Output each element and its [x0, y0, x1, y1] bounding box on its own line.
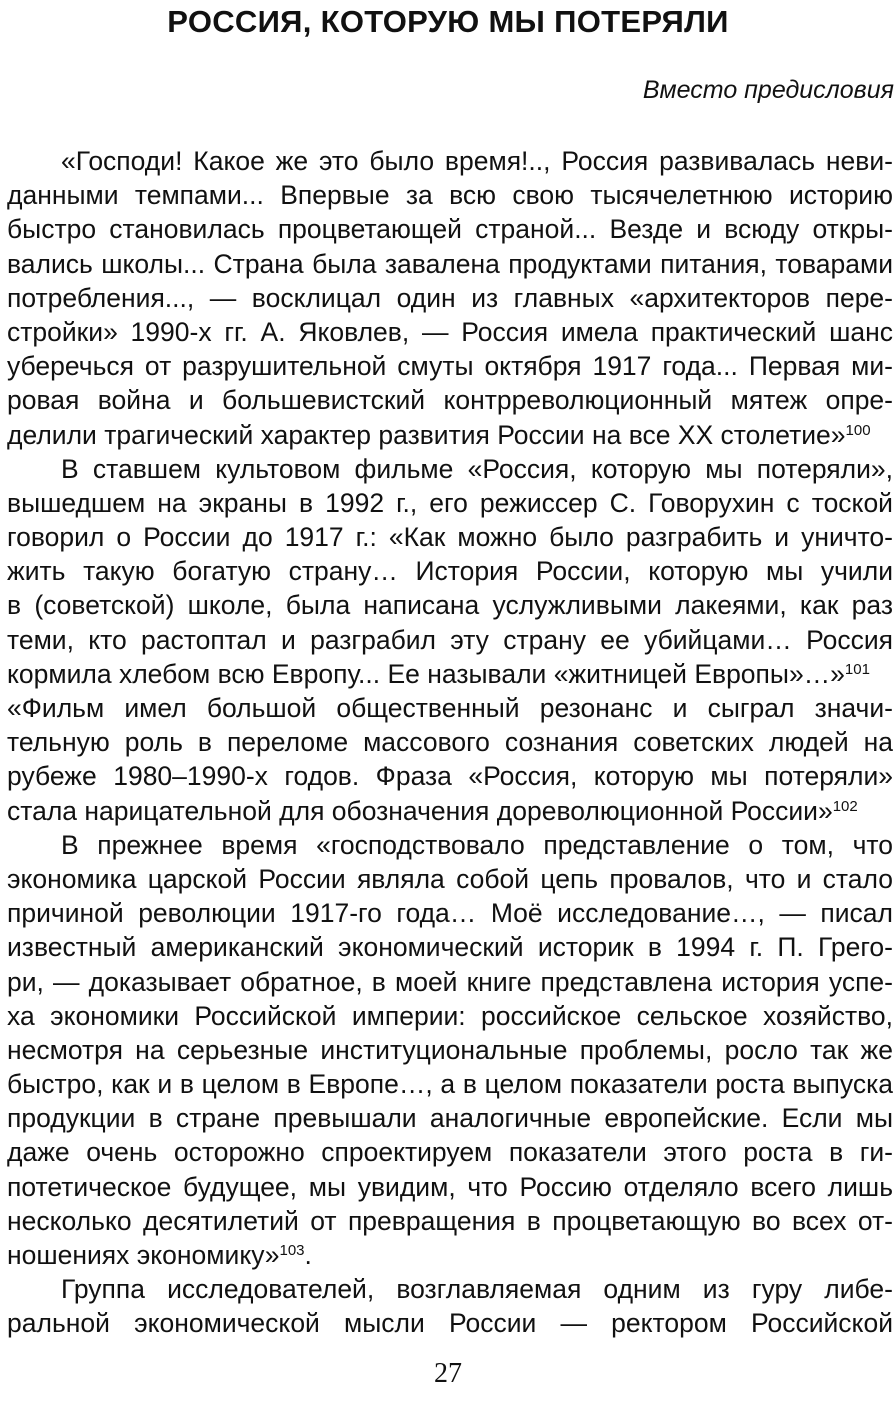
text-line: В ставшем культовом фильме «Россия, которую мы потеряли», — [61, 453, 893, 484]
text-line: потребления..., — восклицал один из главных «архитекторов пере- — [7, 282, 893, 313]
text-line: ношениях экономику»$^{103}$. — [7, 1240, 312, 1270]
footnote-ref: 103 — [279, 1242, 305, 1259]
text-line: уберечься от разрушительной смуты октября 1917 года... Первая ми- — [7, 351, 893, 382]
chapter-title: РОССИЯ, КОТОРУЮ МЫ ПОТЕРЯЛИ — [167, 4, 729, 39]
text-line: ровая война и большевистский контрреволюционный мятеж опре- — [7, 385, 893, 416]
text-line: кормила хлебом всю Европу... Ее называли «житницей Европы»…»$^{101}$ — [7, 658, 870, 689]
text-line: делили трагический характер развития России на все XX столетие»$^{100}$ — [7, 419, 871, 450]
text-line: рубеже 1980–1990-х годов. Фраза «Россия, которую мы потеряли» — [7, 761, 893, 792]
text-line: теми, кто растоптал и разграбил эту страну ее убийцами… Россия — [7, 624, 893, 655]
text-line: быстро, как и в целом в Европе…, а в целом показатели роста выпуска — [7, 1069, 893, 1100]
body-text — [7, 144, 893, 1341]
text-line: ральной экономической мысли России — ректором Российской — [7, 1308, 893, 1339]
text-line: вышедшем на экраны в 1992 г., его режиссер С. Говорухин с тоской — [7, 487, 893, 518]
footnote-ref: 101 — [844, 660, 870, 678]
text-line: тельную роль в переломе массового сознания советских людей на — [7, 727, 893, 758]
footnote-ref: 100 — [845, 421, 871, 439]
text-line: «Господи! Какое же это было время!.., Россия развивалась неви- — [61, 146, 893, 176]
text-line: продукции в стране превышали аналогичные европейские. Если мы — [7, 1103, 893, 1134]
text-line: даже очень осторожно спроектируем показатели этого роста в ги- — [7, 1137, 893, 1168]
text-line: в (советской) школе, была написана услужливыми лакеями, как раз — [7, 590, 893, 621]
text-line: жить такую богатую страну… История России, которую мы учили — [7, 556, 893, 587]
text-line: быстро становилась процветающей страной... Везде и всюду откры- — [7, 214, 893, 245]
footnote-ref: 102 — [832, 797, 858, 815]
text-line: вались школы... Страна была завалена продуктами питания, товарами — [7, 248, 893, 279]
text-line: экономика царской России являла собой цепь провалов, что и стало — [7, 863, 893, 894]
text-line: данными темпами... Впервые за всю свою тысячелетнюю историю — [7, 180, 893, 211]
text-line: ха экономики Российской империи: российское сельское хозяйство, — [7, 1000, 893, 1031]
text-line: говорил о России до 1917 г.: «Как можно было разграбить и уничто- — [7, 522, 893, 553]
text-line: стала нарицательной для обозначения дореволюционной России»$^{102}$ — [7, 795, 858, 826]
text-line: несмотря на серьезные институциональные проблемы, росло так же — [7, 1034, 893, 1065]
text-line: причиной революции 1917-го года… Моё исследование…, — писал — [7, 898, 893, 929]
text-line: ри, — доказывает обратное, в моей книге представлена история успе- — [7, 966, 893, 997]
text-line: известный американский экономический историк в 1994 г. П. Грего- — [7, 932, 893, 963]
text-line: несколько десятилетий от превращения в процветающую во всех от- — [7, 1205, 893, 1236]
text-line: Группа исследователей, возглавляемая одним из гуру либе- — [61, 1274, 893, 1305]
text-line: В прежнее время «господствовало представление о том, что — [61, 829, 893, 860]
page-number: 27 — [434, 1358, 462, 1389]
text-line: «Фильм имел большой общественный резонанс и сыграл значи- — [7, 693, 893, 723]
chapter-subtitle: Вместо предисловия — [642, 76, 894, 104]
text-line: стройки» 1990-х гг. А. Яковлев, — Россия имела практический шанс — [7, 316, 893, 347]
text-line: потетическое будущее, мы увидим, что Россию отделяло всего лишь — [7, 1171, 893, 1202]
